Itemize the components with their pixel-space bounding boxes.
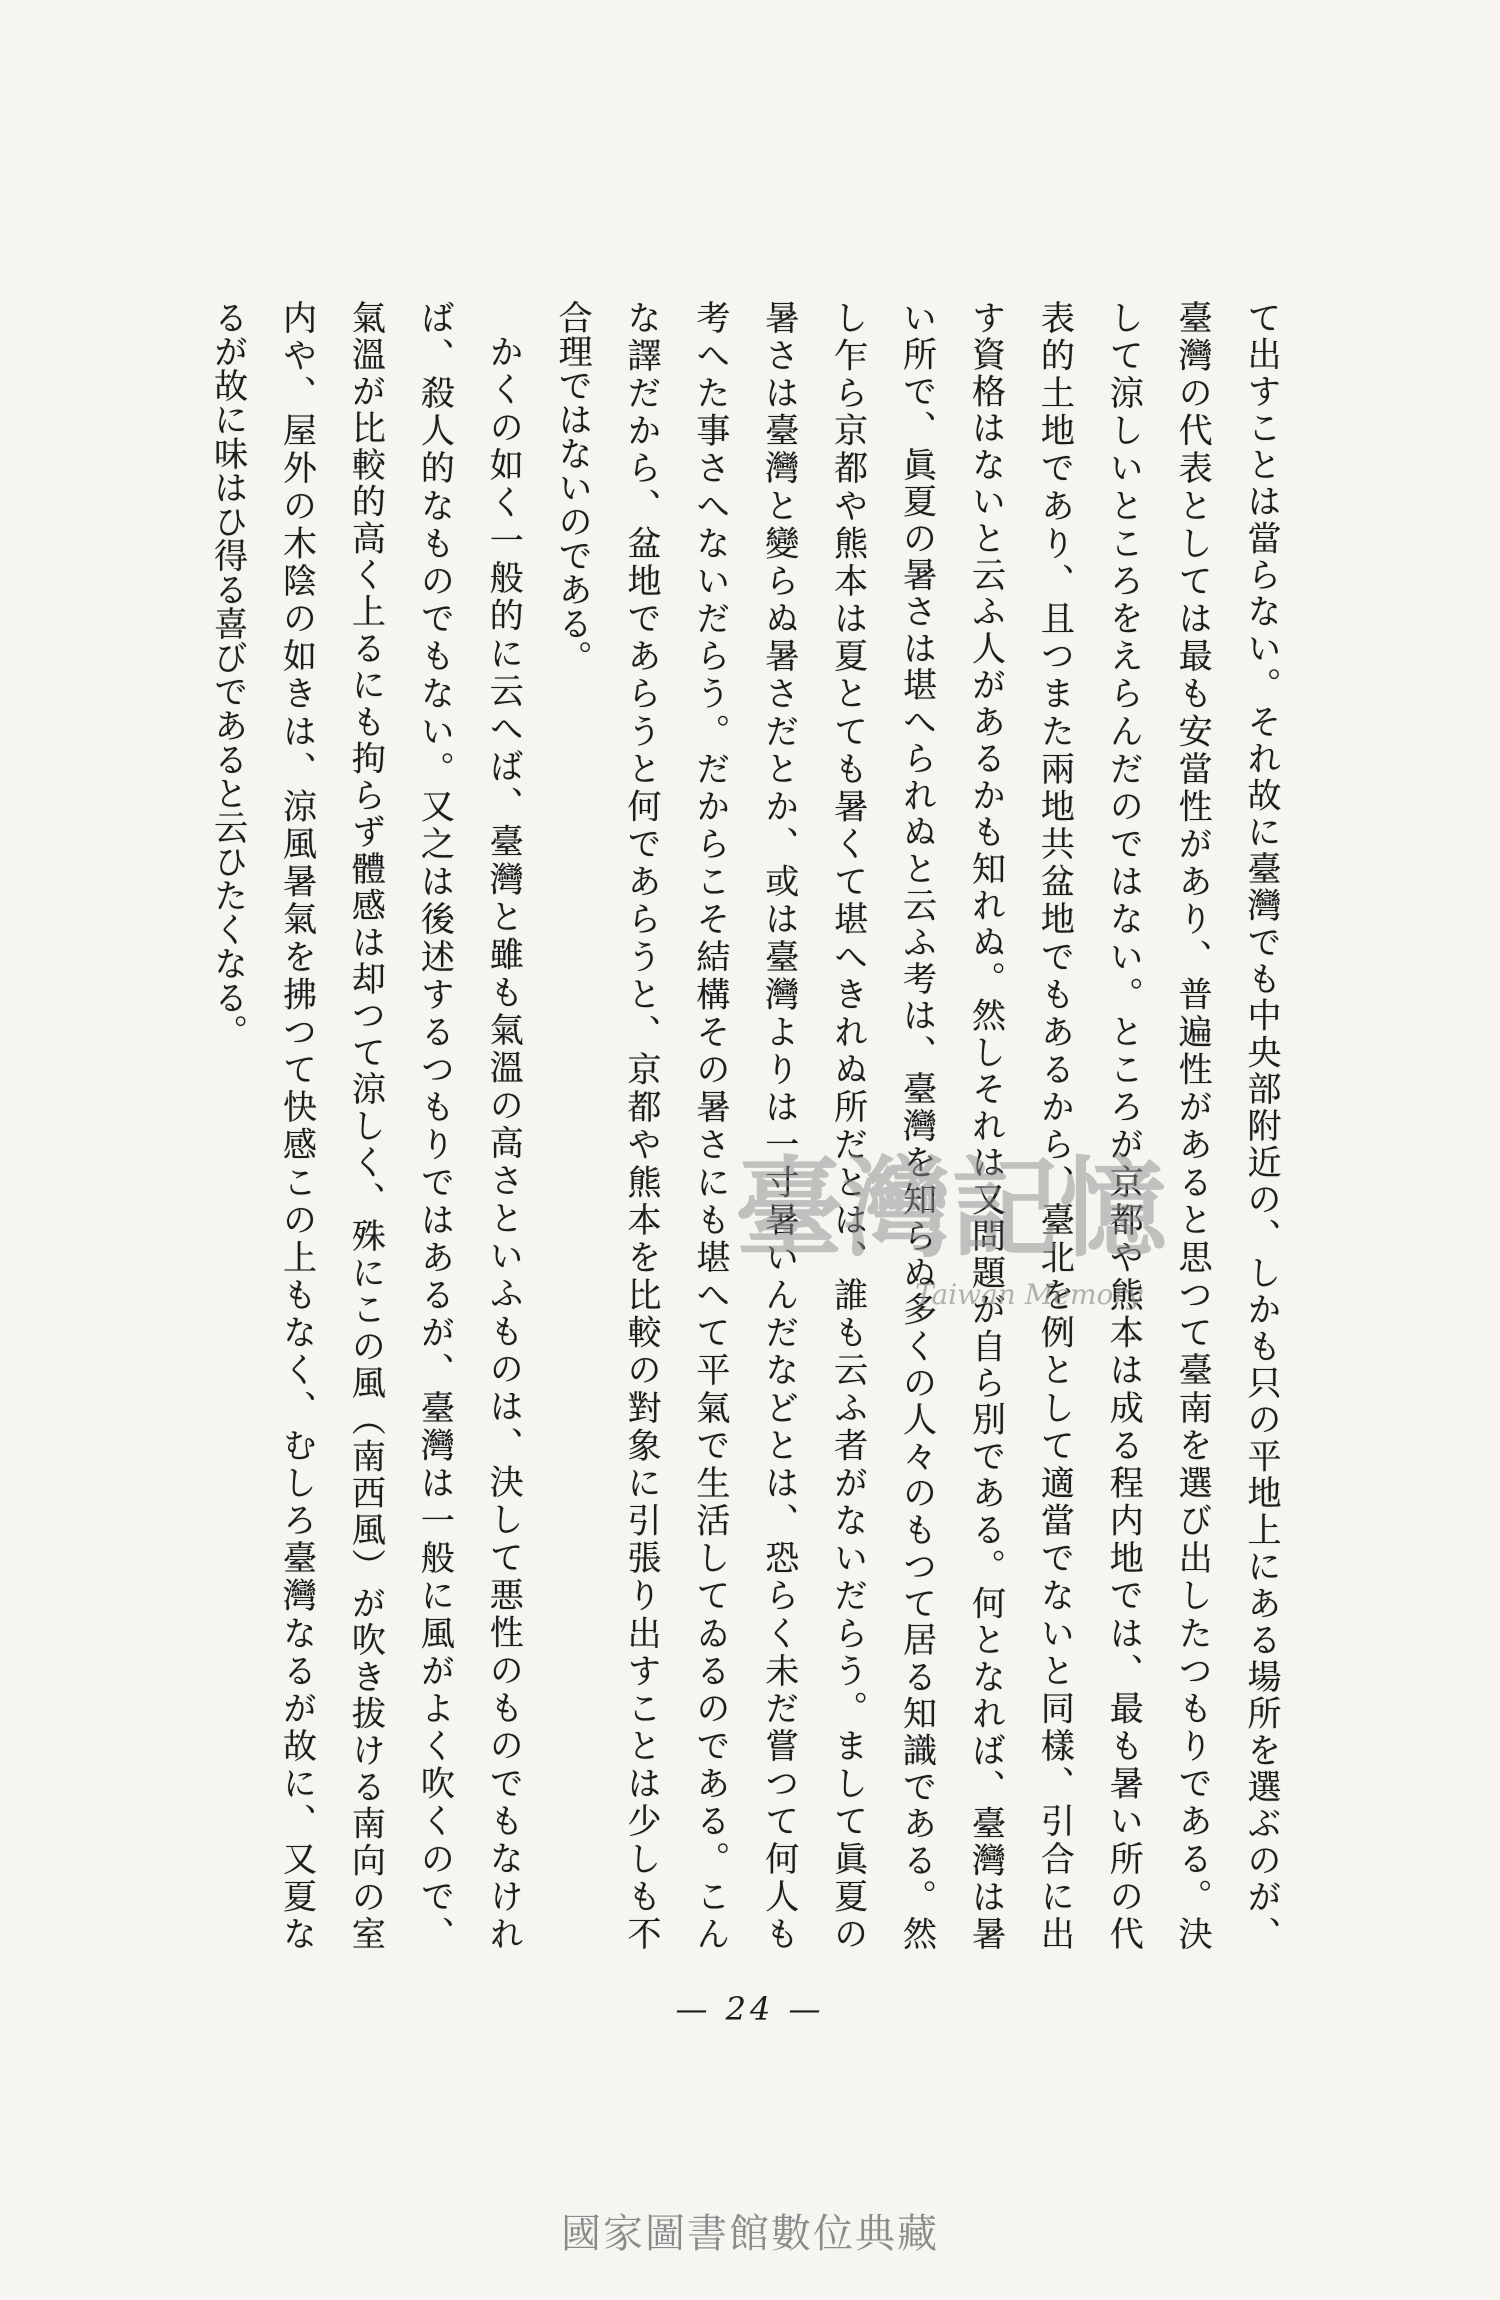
body-text bbox=[192, 300, 1295, 1950]
text-line: 臺灣の代表としては最も安當性があり、普遍性があると思つて臺南を選び出したつもりである。決 bbox=[1172, 300, 1213, 1950]
text-line: 表的土地であり、且つまた兩地共盆地でもあるから、臺北を例として適當でないと同樣、引合に出 bbox=[1034, 300, 1075, 1950]
text-line: し乍ら京都や熊本は夏とても暑くて堪へきれぬ所だとは、誰も云ふ者がないだらう。まして眞夏の bbox=[827, 300, 868, 1950]
text-line: るが故に味はひ得る喜びであると云ひたくなる。 bbox=[207, 300, 248, 1048]
text-line: 考へた事さへないだらう。だからこそ結構その暑さにも堪へて平氣で生活してゐるのである。こん bbox=[689, 300, 730, 1950]
text-line: 暑さは臺灣と變らぬ暑さだとか、或は臺灣よりは一寸暑いんだなどとは、恐らく未だ嘗つて何人も bbox=[758, 300, 799, 1950]
text-line: 内や、屋外の木陰の如きは、涼風暑氣を拂つて快感この上もなく、むしろ臺灣なるが故に、又夏な bbox=[276, 300, 317, 1950]
watermark-title: 臺灣記憶 bbox=[735, 1146, 1168, 1272]
page-number: — 24 — bbox=[675, 1990, 825, 2028]
text-line: かくの如く一般的に云へば、臺灣と雖も氣溫の高さといふものは、決して悪性のものでもなけれ bbox=[483, 334, 524, 1950]
text-line: 合理ではないのである。 bbox=[552, 300, 593, 674]
text-line: て出すことは當らない。それ故に臺灣でも中央部附近の、しかも只の平地上にある場所を選ぶのが、 bbox=[1241, 300, 1281, 1950]
text-line: す資格はないと云ふ人があるかも知れぬ。然しそれは又問題が自ら別である。何となれば、臺灣は暑 bbox=[965, 300, 1006, 1950]
text-line: い所で、眞夏の暑さは堪へられぬと云ふ考は、臺灣を知らぬ多くの人々のもつて居る知識である。然 bbox=[896, 300, 937, 1950]
text-line: ば、殺人的なものでもない。又之は後述するつもりではあるが、臺灣は一般に風がよく吹くので、 bbox=[414, 300, 455, 1950]
footer-collection-label: 國家圖書館數位典藏 bbox=[561, 2211, 939, 2257]
text-line: な譯だから、盆地であらうと何であらうと、京都や熊本を比較の對象に引張り出すことは少しも不 bbox=[620, 300, 661, 1950]
text-line: して涼しいところをえらんだのではない。ところが京都や熊本は成る程内地では、最も暑い所の代 bbox=[1103, 300, 1144, 1950]
watermark-subtitle: Taiwan Memory bbox=[915, 1278, 1143, 1311]
text-line: 氣溫が比較的高く上るにも拘らず體感は却つて涼しく、殊にこの風（南西風）が吹き拔ける南向の室 bbox=[345, 300, 386, 1950]
